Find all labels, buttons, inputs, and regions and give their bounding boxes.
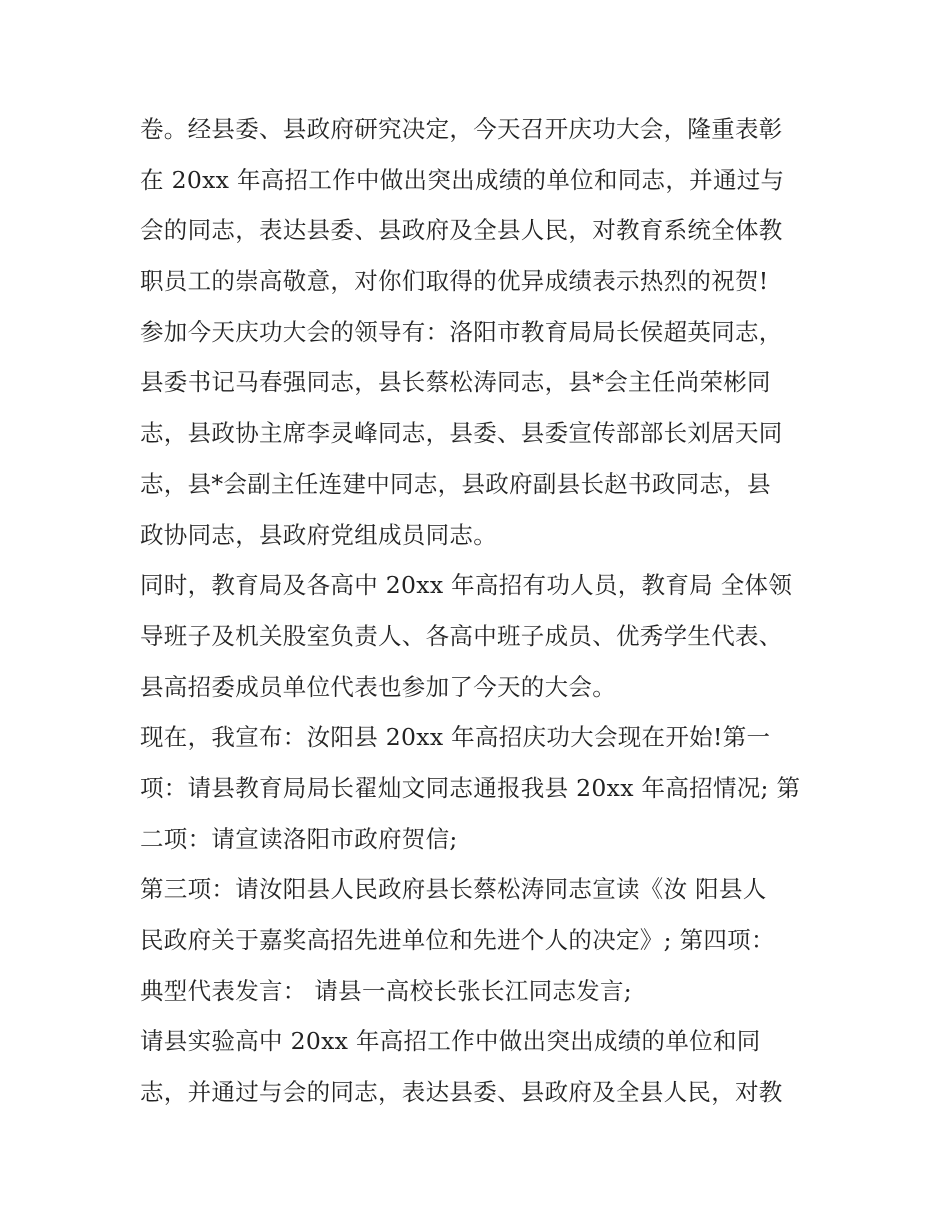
text-line: 项：请县教育局局长翟灿文同志通报我县 20xx 年高招情况; 第 (140, 773, 801, 802)
text-line: 在 20xx 年高招工作中做出突出成绩的单位和同志，并通过与 (140, 165, 785, 194)
text-line: 县高招委成员单位代表也参加了今天的大会。 (140, 672, 616, 701)
text-line: 志，县政协主席李灵峰同志，县委、县委宣传部部长刘居天同 (140, 419, 783, 448)
text-line: 志，县*会副主任连建中同志，县政府副县长赵书政同志，县 (140, 469, 771, 498)
text-line: 县委书记马春强同志，县长蔡松涛同志，县*会主任尚荣彬同 (140, 368, 771, 397)
text-line: 参加今天庆功大会的领导有：洛阳市教育局局长侯超英同志， (140, 317, 783, 346)
text-line: 导班子及机关股室负责人、各高中班子成员、优秀学生代表、 (140, 621, 783, 650)
text-line: 职员工的崇高敬意，对你们取得的优异成绩表示热烈的祝贺! (140, 267, 769, 296)
text-line: 现在，我宣布：汝阳县 20xx 年高招庆功大会现在开始!第一 (140, 723, 771, 752)
text-line: 二项：请宣读洛阳市政府贺信; (140, 824, 458, 853)
text-line: 典型代表发言： 请县一高校长张长江同志发言; (140, 976, 632, 1005)
text-line: 第三项：请汝阳县人民政府县长蔡松涛同志宣读《汝 阳县人 (140, 875, 767, 904)
text-line: 会的同志，表达县委、县政府及全县人民，对教育系统全体教 (140, 216, 783, 245)
text-line: 请县实验高中 20xx 年高招工作中做出突出成绩的单位和同 (140, 1027, 761, 1056)
text-line: 志，并通过与会的同志，表达县委、县政府及全县人民，对教 (140, 1078, 783, 1107)
text-line: 民政府关于嘉奖高招先进单位和先进个人的决定》; 第四项： (140, 926, 775, 954)
text-line: 同时，教育局及各高中 20xx 年高招有功人员，教育局 全体领 (140, 571, 793, 600)
text-line: 政协同志，县政府党组成员同志。 (140, 520, 497, 549)
text-line: 卷。经县委、县政府研究决定，今天召开庆功大会，隆重表彰 (140, 115, 783, 143)
document-body (140, 104, 830, 1118)
